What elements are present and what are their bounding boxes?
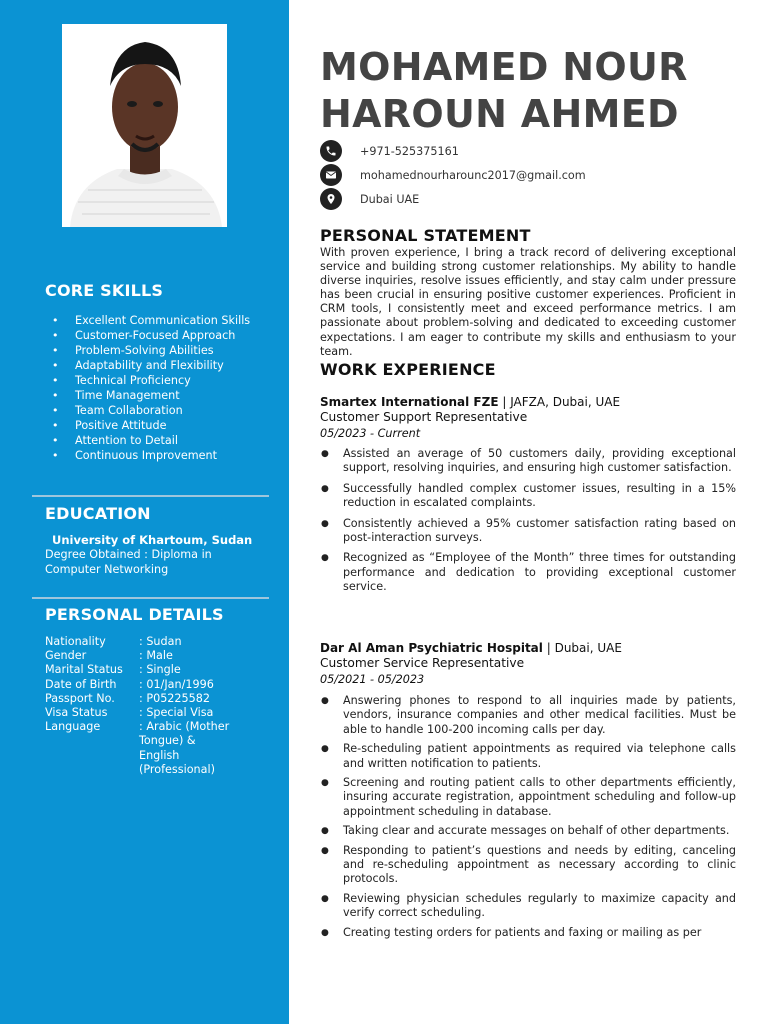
- divider: [32, 495, 269, 497]
- skill-item: • Problem-Solving Abilities: [52, 343, 252, 358]
- personal-details-list: [45, 635, 275, 777]
- education-university: University of Khartoum, Sudan: [52, 533, 253, 547]
- skill-item: • Adaptability and Flexibility: [52, 358, 252, 373]
- job-2-dates: 05/2021 - 05/2023: [320, 673, 425, 686]
- job-2-header: [320, 641, 736, 655]
- job-2-bullets: [320, 694, 736, 940]
- detail-label: Date of Birth: [45, 677, 117, 691]
- email-address[interactable]: mohamednourharounc2017@gmail.com: [360, 168, 586, 182]
- job-1-location: | JAFZA, Dubai, UAE: [498, 395, 621, 409]
- personal-statement-heading: PERSONAL STATEMENT: [320, 226, 531, 245]
- contact-location: [320, 188, 419, 210]
- job-1-bullets: [320, 447, 736, 595]
- list-item: ● Screening and routing patient calls to other departments efficiently, insuring accurate registration, appointment scheduling and follow-up appointment scheduling in database.: [320, 776, 736, 819]
- detail-label: Nationality: [45, 635, 106, 648]
- detail-row: [45, 663, 275, 677]
- name-line-2: HAROUN AHMED: [320, 92, 679, 136]
- job-1-dates: 05/2023 - Current: [320, 427, 421, 440]
- list-item: ● Recognized as “Employee of the Month” three times for outstanding performance and dedication to providing exceptional customer service.: [320, 551, 736, 594]
- detail-value: : Arabic (Mother Tongue) & English (Professional): [139, 720, 230, 776]
- list-item: ● Reviewing physician schedules regularly to maximize capacity and verify correct scheduling.: [320, 892, 736, 921]
- list-item: ● Assisted an average of 50 customers daily, providing exceptional support, resolving inquiries, and ensuring high customer satisfaction.: [320, 447, 736, 476]
- skill-item: • Excellent Communication Skills: [52, 313, 252, 328]
- personal-statement-text: With proven experience, I bring a track record of delivering exceptional service and building strong customer relationships. My ability to handle diverse inquiries, resolve issues efficiently, and stay calm under pressure has been crucial in ensuring positive customer experiences. Proficient in CRM tools, I consistently meet and exceed performance metrics. I am passionate about problem-solving and dedicated to exceeding customer expectations. I am eager to contribute my skills and enthusiasm to your team.: [320, 246, 736, 358]
- map-pin-icon: [320, 188, 342, 210]
- detail-row: [45, 692, 275, 706]
- skill-item: • Technical Proficiency: [52, 373, 252, 388]
- detail-row: [45, 706, 275, 720]
- work-experience-heading: WORK EXPERIENCE: [320, 360, 496, 379]
- name-line-1: MOHAMED NOUR: [320, 45, 688, 89]
- phone-icon: [320, 140, 342, 162]
- detail-value: : Single: [139, 663, 181, 677]
- list-item: ● Responding to patient’s questions and needs by editing, canceling and re-scheduling appointment as necessary according to clinic protocols.: [320, 844, 736, 887]
- sidebar: [0, 0, 289, 1024]
- job-2-title: Customer Service Representative: [320, 656, 525, 670]
- location: Dubai UAE: [360, 192, 420, 206]
- core-skills-heading: CORE SKILLS: [45, 281, 164, 300]
- detail-label: Marital Status: [45, 663, 123, 677]
- skill-item: • Continuous Improvement: [52, 448, 252, 463]
- skill-item: • Time Management: [52, 388, 252, 403]
- detail-label: Visa Status: [45, 706, 108, 720]
- skill-item: • Positive Attitude: [52, 418, 252, 433]
- detail-value: : Special Visa: [139, 706, 214, 720]
- list-item: ● Creating testing orders for patients and faxing or mailing as per: [320, 926, 736, 940]
- list-item: ● Answering phones to respond to all inquiries made by patients, vendors, insurance companies and other medical facilities. Must be able to handle 100-200 incoming calls per day.: [320, 694, 736, 737]
- list-item: ● Successfully handled complex customer issues, resulting in a 15% reduction in escalated complaints.: [320, 482, 736, 511]
- envelope-icon: [320, 164, 342, 186]
- detail-label: Passport No.: [45, 691, 115, 705]
- candidate-name: [320, 44, 740, 138]
- detail-row: [45, 649, 275, 663]
- detail-label: Language: [45, 720, 101, 734]
- job-1-header: [320, 395, 736, 409]
- detail-row: [45, 635, 275, 649]
- detail-value: : Male: [139, 649, 173, 663]
- profile-photo: [62, 24, 227, 227]
- detail-value: : 01/Jan/1996: [139, 677, 214, 691]
- job-2-location: | Dubai, UAE: [542, 641, 622, 655]
- divider: [32, 597, 269, 599]
- education-degree: Degree Obtained : Diploma in Computer Networking: [45, 548, 212, 576]
- skill-item: • Customer-Focused Approach: [52, 328, 252, 343]
- job-1-company: Smartex International FZE: [320, 395, 499, 409]
- core-skills-list: [52, 313, 252, 463]
- contact-phone: [320, 140, 459, 162]
- skill-item: • Team Collaboration: [52, 403, 252, 418]
- detail-label: Gender: [45, 649, 87, 663]
- contact-email: [320, 164, 586, 186]
- skill-item: • Attention to Detail: [52, 433, 252, 448]
- job-1-title: Customer Support Representative: [320, 410, 528, 424]
- list-item: ● Re-scheduling patient appointments as required via telephone calls and written notification to patients.: [320, 742, 736, 771]
- detail-value: : P05225582: [139, 691, 211, 705]
- detail-row: [45, 720, 275, 777]
- job-2-company: Dar Al Aman Psychiatric Hospital: [320, 641, 543, 655]
- list-item: ● Consistently achieved a 95% customer satisfaction rating based on post-interaction surveys.: [320, 517, 736, 546]
- detail-value: : Sudan: [139, 635, 182, 648]
- education-heading: EDUCATION: [45, 504, 151, 523]
- personal-details-heading: PERSONAL DETAILS: [45, 605, 224, 624]
- phone-number: +971-525375161: [360, 144, 459, 158]
- detail-row: [45, 678, 275, 692]
- list-item: ● Taking clear and accurate messages on behalf of other departments.: [320, 824, 736, 838]
